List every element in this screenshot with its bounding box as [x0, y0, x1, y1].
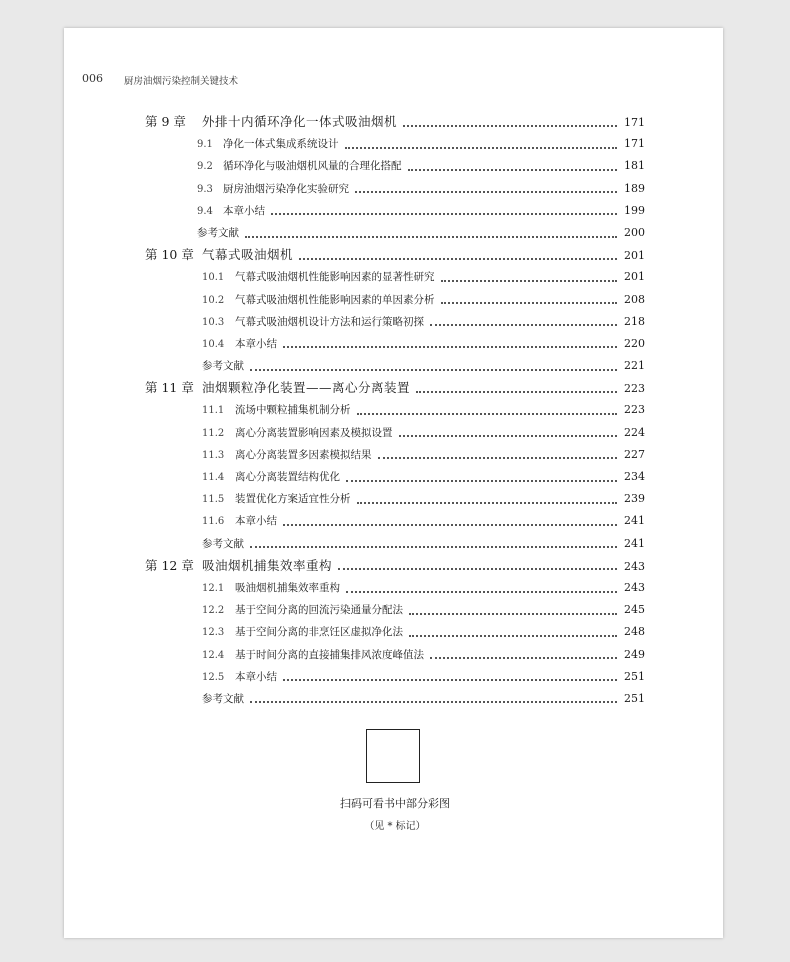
toc-entry-title: 吸油烟机捕集效率重构	[202, 557, 333, 573]
dot-leader	[430, 656, 617, 659]
toc-entry-number: 第 10 章	[145, 247, 194, 263]
qr-note: （见 * 标记）	[364, 821, 426, 832]
header-running-title: 厨房油烟污染控制关键技术	[124, 76, 239, 87]
toc-entry-title: 参考文献	[202, 692, 244, 705]
toc-section-row[interactable]	[145, 510, 645, 532]
toc-page-number: 223	[624, 382, 645, 396]
toc-entry-title: 离心分离装置多因素模拟结果	[235, 448, 372, 461]
toc-entry-number: 10.1	[202, 272, 225, 284]
toc-page-number: 189	[624, 181, 645, 195]
toc-page-number: 208	[624, 292, 645, 306]
toc-page-number: 181	[624, 159, 645, 173]
toc-page-number: 241	[624, 536, 645, 550]
toc-entry-number: 10.3	[202, 316, 225, 328]
toc-references-row[interactable]	[145, 533, 645, 555]
toc-entry-title: 装置优化方案适宜性分析	[235, 493, 351, 506]
toc-chapter-row[interactable]	[145, 555, 645, 577]
toc-section-row[interactable]	[145, 577, 645, 599]
toc-entry-title: 流场中颗粒捕集机制分析	[235, 404, 351, 417]
toc-entry-number: 9.1	[197, 139, 213, 151]
toc-entry-number: 第 9 章	[145, 114, 186, 129]
toc-entry-title: 吸油烟机捕集效率重构	[235, 581, 340, 594]
dot-leader	[399, 434, 618, 437]
toc-entry-title: 气幕式吸油烟机设计方法和运行策略初探	[235, 315, 424, 328]
toc-entry-number: 11.5	[202, 494, 225, 506]
dot-leader	[271, 212, 617, 215]
toc-page-number: 241	[624, 514, 645, 528]
toc-page-number: 200	[624, 225, 645, 239]
toc-entry-number: 11.6	[202, 516, 225, 528]
toc-entry-number: 10.2	[202, 294, 225, 306]
qr-caption: 扫码可看书中部分彩图	[340, 797, 450, 810]
toc-section-row[interactable]	[145, 311, 645, 333]
toc-page-number: 243	[624, 580, 645, 594]
dot-leader	[357, 501, 618, 504]
toc-section-row[interactable]	[145, 621, 645, 643]
toc-page-number: 199	[624, 203, 645, 217]
dot-leader	[346, 479, 617, 482]
dot-leader	[345, 146, 618, 149]
toc-references-row[interactable]	[145, 355, 645, 377]
toc-page-number: 220	[624, 336, 645, 350]
toc-chapter-row[interactable]	[145, 244, 645, 266]
toc-page-number: 249	[624, 647, 645, 661]
toc-entry-number: 11.3	[202, 449, 225, 461]
toc-section-row[interactable]	[145, 289, 645, 311]
toc-section-row[interactable]	[145, 644, 645, 666]
toc-entry-number: 12.1	[202, 582, 225, 594]
toc-entry-title: 离心分离装置影响因素及模拟设置	[235, 426, 393, 439]
toc-section-row[interactable]	[145, 399, 645, 421]
dot-leader	[338, 567, 617, 570]
toc-section-row[interactable]	[145, 178, 645, 200]
dot-leader	[245, 235, 617, 238]
dot-leader	[378, 456, 618, 459]
toc-entry-number: 9.4	[197, 205, 213, 217]
toc-entry-title: 基于空间分离的回流污染通量分配法	[235, 604, 403, 617]
dot-leader	[355, 190, 617, 193]
toc-section-row[interactable]	[145, 133, 645, 155]
toc-page-number: 245	[624, 603, 645, 617]
table-of-contents	[145, 111, 645, 710]
dot-leader	[403, 124, 617, 127]
dot-leader	[283, 345, 617, 348]
toc-page-number: 251	[624, 669, 645, 683]
toc-entry-title: 厨房油烟污染净化实验研究	[223, 182, 349, 195]
dot-leader	[441, 279, 618, 282]
toc-section-row[interactable]	[145, 266, 645, 288]
toc-entry-title: 油烟颗粒净化装置——离心分离装置	[202, 380, 411, 396]
toc-entry-number: 12.3	[202, 627, 225, 639]
dot-leader	[409, 634, 617, 637]
toc-page-number: 227	[624, 447, 645, 461]
toc-page-number: 234	[624, 470, 645, 483]
toc-chapter-row[interactable]	[145, 111, 645, 133]
toc-entry-title: 净化一体式集成系统设计	[223, 138, 339, 151]
toc-entry-number: 12.2	[202, 605, 225, 617]
toc-entry-title: 参考文献	[202, 537, 244, 550]
dot-leader	[409, 612, 617, 615]
toc-page-number: 171	[624, 137, 645, 151]
toc-page-number: 224	[624, 425, 645, 439]
toc-page-number: 243	[624, 559, 645, 573]
toc-entry-title: 基于空间分离的非烹饪区虚拟净化法	[235, 626, 403, 639]
qr-code-placeholder	[366, 729, 420, 783]
toc-entry-number: 12.5	[202, 671, 225, 683]
toc-chapter-row[interactable]	[145, 377, 645, 399]
toc-section-row[interactable]	[145, 155, 645, 177]
dot-leader	[250, 545, 617, 548]
toc-entry-title: 本章小结	[223, 204, 265, 217]
dot-leader	[441, 301, 618, 304]
toc-page-number: 218	[624, 314, 645, 328]
dot-leader	[430, 323, 617, 326]
toc-section-row[interactable]	[145, 422, 645, 444]
toc-entry-title: 离心分离装置结构优化	[235, 471, 340, 483]
toc-entry-number: 10.4	[202, 338, 225, 350]
toc-entry-title: 参考文献	[197, 226, 239, 239]
toc-entry-number: 9.2	[197, 161, 213, 173]
toc-page-number: 251	[624, 691, 645, 705]
toc-page-number: 223	[624, 403, 645, 417]
toc-section-row[interactable]	[145, 666, 645, 688]
toc-section-row[interactable]	[145, 200, 645, 222]
toc-references-row[interactable]	[145, 688, 645, 710]
toc-page-number: 239	[624, 492, 645, 506]
toc-section-row[interactable]	[145, 488, 645, 510]
toc-section-row[interactable]	[145, 333, 645, 355]
toc-entry-number: 11.2	[202, 427, 225, 439]
toc-entry-number: 第 11 章	[145, 380, 194, 396]
dot-leader	[250, 368, 617, 371]
toc-entry-number: 12.4	[202, 649, 225, 661]
toc-entry-title: 气幕式吸油烟机性能影响因素的显著性研究	[235, 271, 435, 284]
toc-entry-title: 基于时间分离的直接捕集排风浓度峰值法	[235, 648, 424, 661]
toc-entry-title: 循环净化与吸油烟机风量的合理化搭配	[223, 160, 402, 173]
toc-entry-title: 气幕式吸油烟机	[202, 247, 294, 263]
toc-references-row[interactable]	[145, 222, 645, 244]
toc-section-row[interactable]	[145, 599, 645, 621]
toc-entry-title: 本章小结	[235, 337, 277, 350]
dot-leader	[283, 678, 617, 681]
toc-page-number: 248	[624, 625, 645, 639]
dot-leader	[408, 168, 618, 171]
toc-entry-number: 第 12 章	[145, 557, 194, 573]
toc-page-number: 201	[624, 249, 645, 263]
toc-page-number: 201	[624, 270, 645, 284]
toc-entry-number: 9.3	[197, 183, 213, 195]
toc-page-number: 171	[624, 116, 645, 129]
toc-entry-title: 气幕式吸油烟机性能影响因素的单因素分析	[235, 293, 435, 306]
toc-entry-title: 参考文献	[202, 360, 244, 373]
dot-leader	[357, 412, 618, 415]
dot-leader	[299, 257, 617, 260]
dot-leader	[250, 700, 617, 703]
toc-section-row[interactable]	[145, 444, 645, 466]
dot-leader	[283, 523, 617, 526]
dot-leader	[416, 390, 617, 393]
toc-entry-title: 本章小结	[235, 515, 277, 528]
toc-entry-title: 本章小结	[235, 670, 277, 683]
toc-entry-title: 外排十内循环净化一体式吸油烟机	[202, 114, 398, 129]
toc-entry-number: 11.1	[202, 405, 225, 417]
header-page-number: 006	[82, 72, 103, 85]
running-head	[82, 72, 642, 90]
dot-leader	[346, 590, 617, 593]
toc-page-number: 221	[624, 359, 645, 373]
toc-entry-number: 11.4	[202, 472, 225, 483]
toc-section-row[interactable]	[145, 466, 645, 488]
